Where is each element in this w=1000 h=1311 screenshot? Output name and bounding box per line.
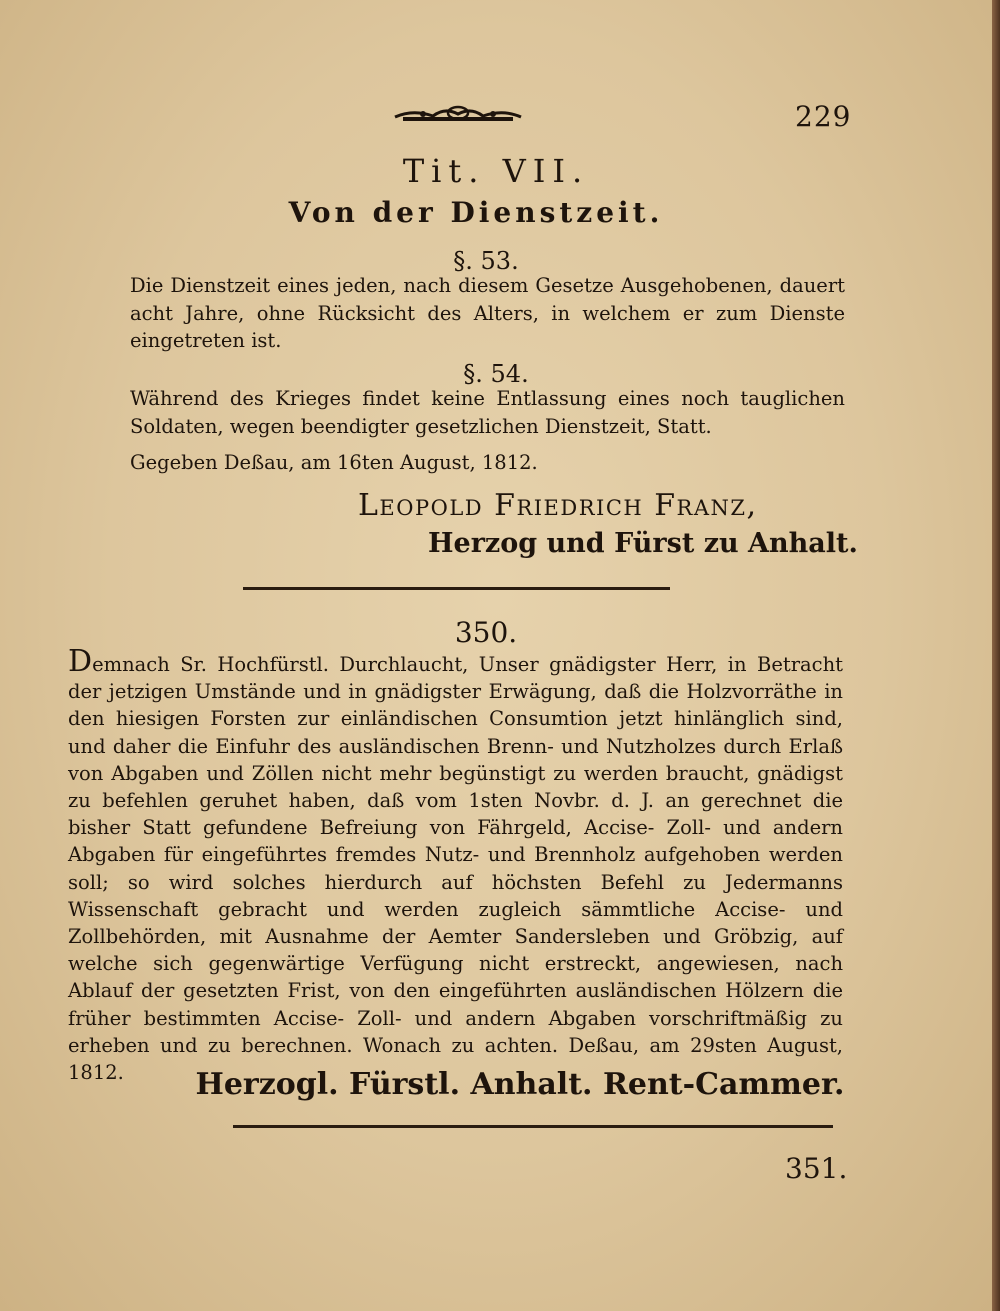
catchword: 351. <box>785 1152 848 1185</box>
decree-number: 350. <box>454 616 518 649</box>
decree-body: emnach Sr. Hochfürstl. Durchlaucht, Unser gnädigster Herr, in Betracht der jetzigen Umstände und in gnädigster Erwägung, daß die Holzvorräthe in den hiesigen Forsten zur einländischen Consumtion jetzt hinlänglich sind, und daher die Einfuhr des ausländischen Brenn- und Nutzholzes durch Erlaß von Abgaben und Zöllen nicht mehr begünstigt zu werden braucht, gnädigst zu befehlen geruhet haben, daß vom 1sten Novbr. d. J. an gerechnet die bisher Statt gefundene Befreiung von Fährgeld, Accise- Zoll- und andern Abgaben für eingeführtes fremdes Nutz- und Brennholz aufgehoben werden soll; so wird solches hierdurch auf höchsten Befehl zu Jedermanns Wissenschaft gebracht und werden zugleich sämmtliche Accise- und Zollbehörden, mit Ausnahme der Aemter Sandersleben und Gröbzig, auf welche sich gegenwärtige Verfügung nicht erstreckt, angewiesen, nach Ablauf der gesetzten Frist, von den eingeführten ausländischen Hölzern die früher bestimmten Accise- Zoll- und andern Abgaben vorschriftmäßig zu erheben und zu berechnen. Wonach zu achten. Deßau, am 29sten August, 1812. <box>68 653 843 1085</box>
section-54-heading: §. 54. <box>463 360 529 388</box>
section-53-text: Die Dienstzeit eines jeden, nach diesem Gesetze Ausgehobenen, dauert acht Jahre, ohne Rücksicht des Alters, in welchem er zum Dienste eingetreten ist. <box>130 274 845 352</box>
title-heading: Tit. VII. <box>402 152 590 190</box>
section-53-heading: §. 53. <box>453 247 519 275</box>
decree-issuer: Herzogl. Fürstl. Anhalt. Rent-Cammer. <box>195 1067 845 1102</box>
signer-title: Herzog und Fürst zu Anhalt. <box>428 528 858 559</box>
given-line: Gegeben Deßau, am 16ten August, 1812. <box>130 451 538 474</box>
decree-text <box>68 644 843 1086</box>
ornament-icon <box>393 103 523 125</box>
page-edge <box>992 0 1000 1311</box>
divider-rule-2 <box>233 1125 833 1128</box>
subtitle-heading: Von der Dienstzeit. <box>288 196 664 229</box>
divider-rule <box>243 587 670 590</box>
section-54-text: Während des Krieges findet keine Entlassung eines noch tauglichen Soldaten, wegen beendigter gesetzlichen Dienstzeit, Statt. <box>130 387 845 438</box>
page-number: 229 <box>795 100 852 133</box>
decree-initial: D <box>68 644 93 679</box>
signer-name: Leopold Friedrich Franz, <box>358 488 758 523</box>
